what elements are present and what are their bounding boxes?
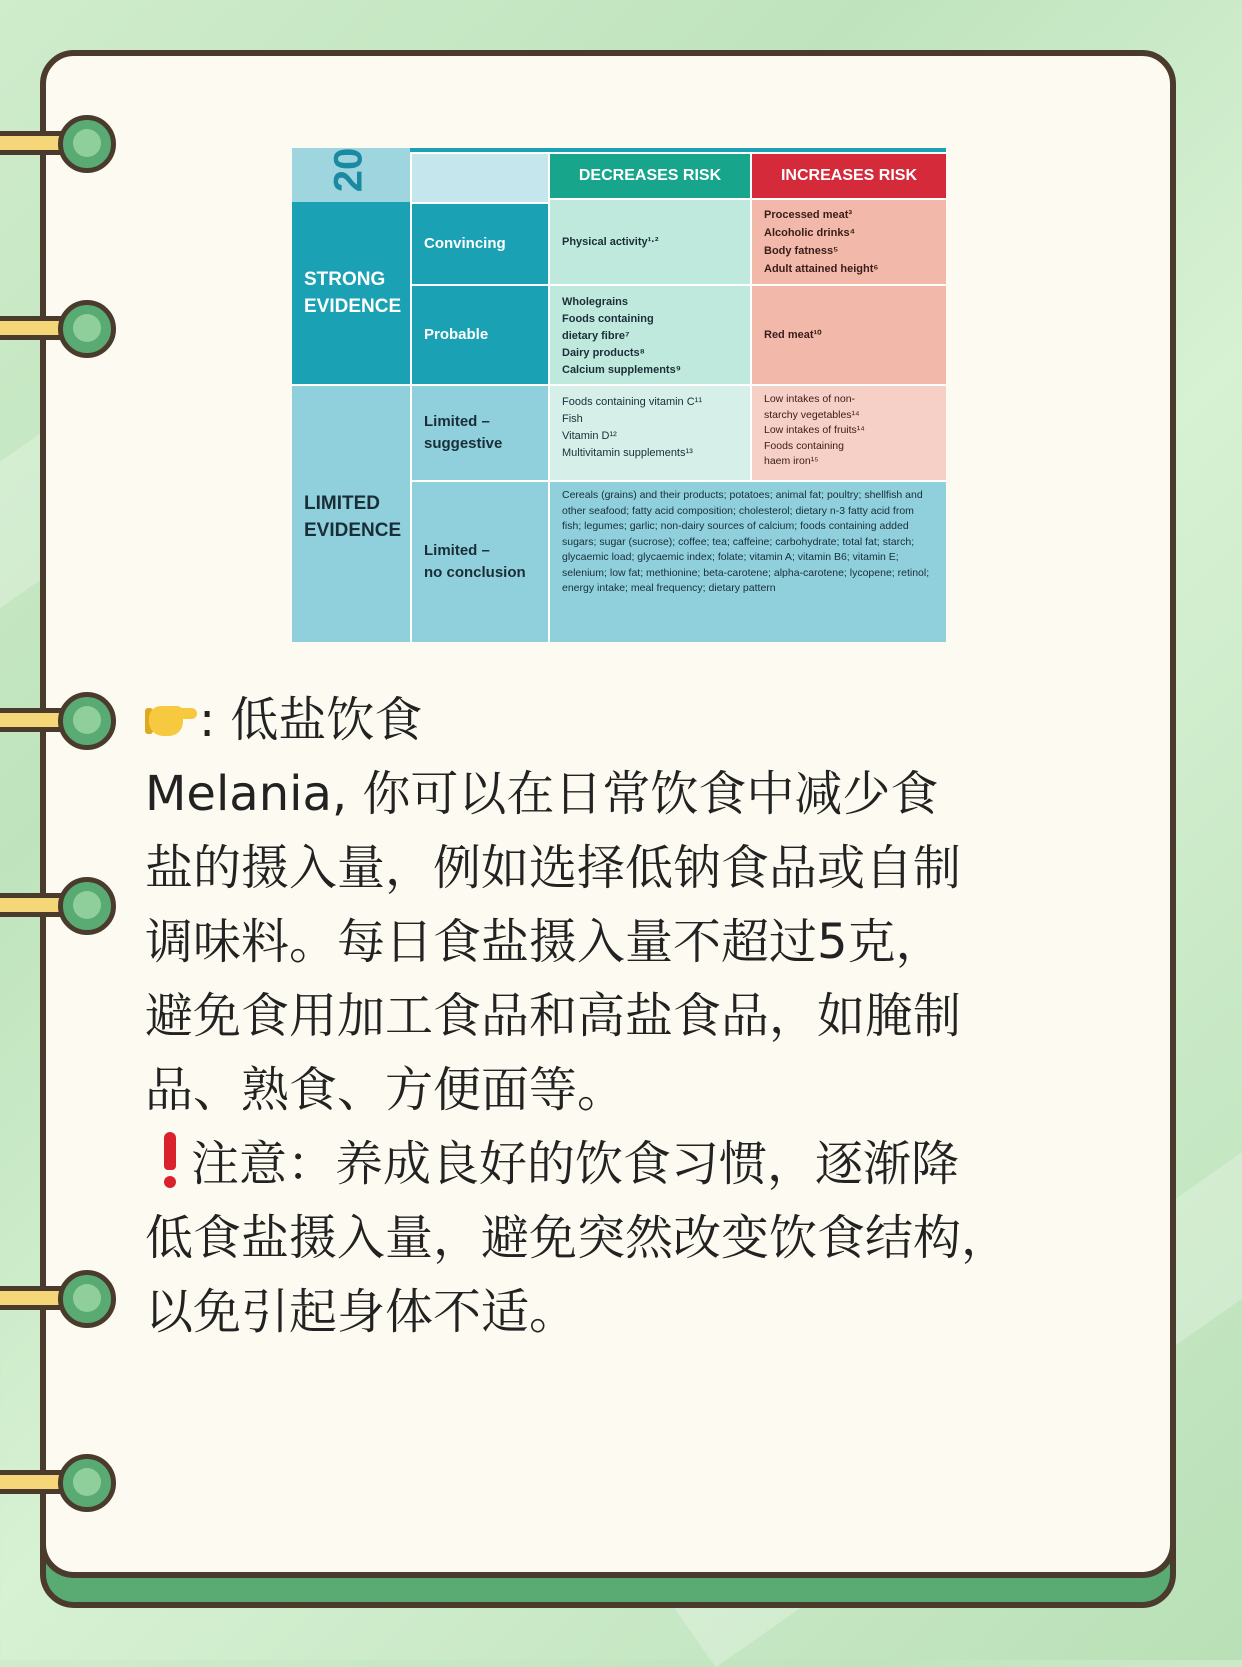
cell-line: Dairy products⁸ — [562, 347, 645, 359]
level-label: suggestive — [424, 435, 503, 452]
cell-line: Physical activity¹·² — [562, 235, 659, 248]
cell-line: Vitamin D¹² — [562, 430, 617, 442]
spiral-ring-icon — [0, 298, 118, 360]
cell-convincing-decreases — [550, 200, 750, 284]
cell-line: Calcium supplements⁹ — [562, 364, 681, 376]
level-convincing — [412, 204, 548, 284]
cell-convincing-increases — [752, 200, 946, 284]
level-label: no conclusion — [424, 564, 526, 581]
pointing-hand-icon — [145, 698, 197, 738]
header-decreases-risk: DECREASES RISK — [550, 154, 750, 198]
group-limited-evidence — [292, 386, 410, 642]
group-label-line: LIMITED — [304, 493, 380, 514]
level-label: Limited – — [424, 413, 490, 430]
cell-line: Foods containing vitamin C¹¹ — [562, 396, 703, 408]
body-line: 品、熟食、方便面等。 — [145, 1062, 626, 1118]
group-label-line: STRONG — [304, 269, 386, 290]
body-line: 避免食用加工食品和高盐食品，如腌制 — [145, 988, 962, 1044]
cell-line: dietary fibre⁷ — [562, 330, 630, 342]
header-increases-risk: INCREASES RISK — [752, 154, 946, 198]
note-line: 低食盐摄入量，避免突然改变饮食结构， — [145, 1210, 1010, 1266]
table-top-bar — [410, 148, 946, 152]
table-blank-header — [412, 154, 548, 202]
cell-line: Foods containing — [562, 313, 654, 325]
spiral-ring-icon — [0, 875, 118, 937]
corner-text: 20 — [326, 148, 371, 193]
cell-line: Low intakes of non- — [764, 393, 856, 405]
cell-suggestive-decreases — [550, 386, 750, 480]
cell-line: haem iron¹⁵ — [764, 455, 819, 467]
level-label: Limited – — [424, 542, 490, 559]
cell-no-conclusion: Cereals (grains) and their products; potatoes; animal fat; poultry; shellfish and other seafood; fatty acid composition; cholesterol; dietary n-3 fatty acid from fish; legumes; garlic; non-dairy sources of calcium; foods containing added sugars; sugar (sucrose); coffee; tea; caffeine; carbohydrate; total fat; starch; glycaemic load; glycaemic index; folate; vitamin A; vitamin B6; vitamin E; selenium; low fat; methionine; beta-carotene; alpha-carotene; lycopene; retinol; energy intake; meal frequency; dietary pattern — [550, 482, 946, 642]
body-line: 调味料。每日食盐摄入量不超过5克， — [145, 914, 944, 970]
cell-suggestive-increases — [752, 386, 946, 480]
cell-line: starchy vegetables¹⁴ — [764, 408, 860, 421]
level-limited-suggestive — [412, 386, 548, 480]
cell-line: Fish — [562, 413, 583, 425]
group-label-line: EVIDENCE — [304, 296, 402, 317]
cell-line: Processed meat³ — [764, 209, 853, 221]
spiral-ring-icon — [0, 113, 118, 175]
note-text: 注意：养成良好的饮食习惯，逐渐降 — [191, 1136, 960, 1192]
group-strong-evidence — [292, 202, 410, 384]
spiral-ring-icon — [0, 690, 118, 752]
level-limited-no-conclusion — [412, 482, 548, 642]
level-label: Convincing — [424, 235, 506, 252]
cell-line: Multivitamin supplements¹³ — [562, 447, 693, 459]
cell-probable-increases — [752, 286, 946, 384]
cell-probable-decreases — [550, 286, 750, 384]
cell-line: Low intakes of fruits¹⁴ — [764, 424, 865, 436]
spiral-ring-icon — [0, 1268, 118, 1330]
spiral-ring-icon — [0, 1452, 118, 1514]
cell-line: Red meat¹⁰ — [764, 329, 822, 341]
heading-text: : 低盐饮食 — [199, 692, 423, 748]
cell-line: Wholegrains — [562, 296, 629, 308]
section-heading — [145, 683, 1125, 757]
group-label-line: EVIDENCE — [304, 520, 402, 541]
evidence-table-image — [292, 148, 946, 642]
article-text — [145, 683, 1125, 1349]
note-line: 以免引起身体不适。 — [145, 1284, 578, 1340]
exclamation-icon — [159, 1132, 181, 1188]
body-line: Melania, 你可以在日常饮食中减少食 — [145, 766, 939, 822]
level-probable — [412, 286, 548, 384]
table-corner — [292, 148, 410, 202]
body-line: 盐的摄入量，例如选择低钠食品或自制 — [145, 840, 962, 896]
note-line — [145, 1127, 1125, 1201]
cell-line: Adult attained height⁶ — [764, 263, 879, 275]
cell-line: Body fatness⁵ — [764, 245, 839, 257]
cell-line: Foods containing — [764, 439, 844, 452]
cell-line: Alcoholic drinks⁴ — [764, 227, 856, 239]
level-label: Probable — [424, 326, 489, 343]
